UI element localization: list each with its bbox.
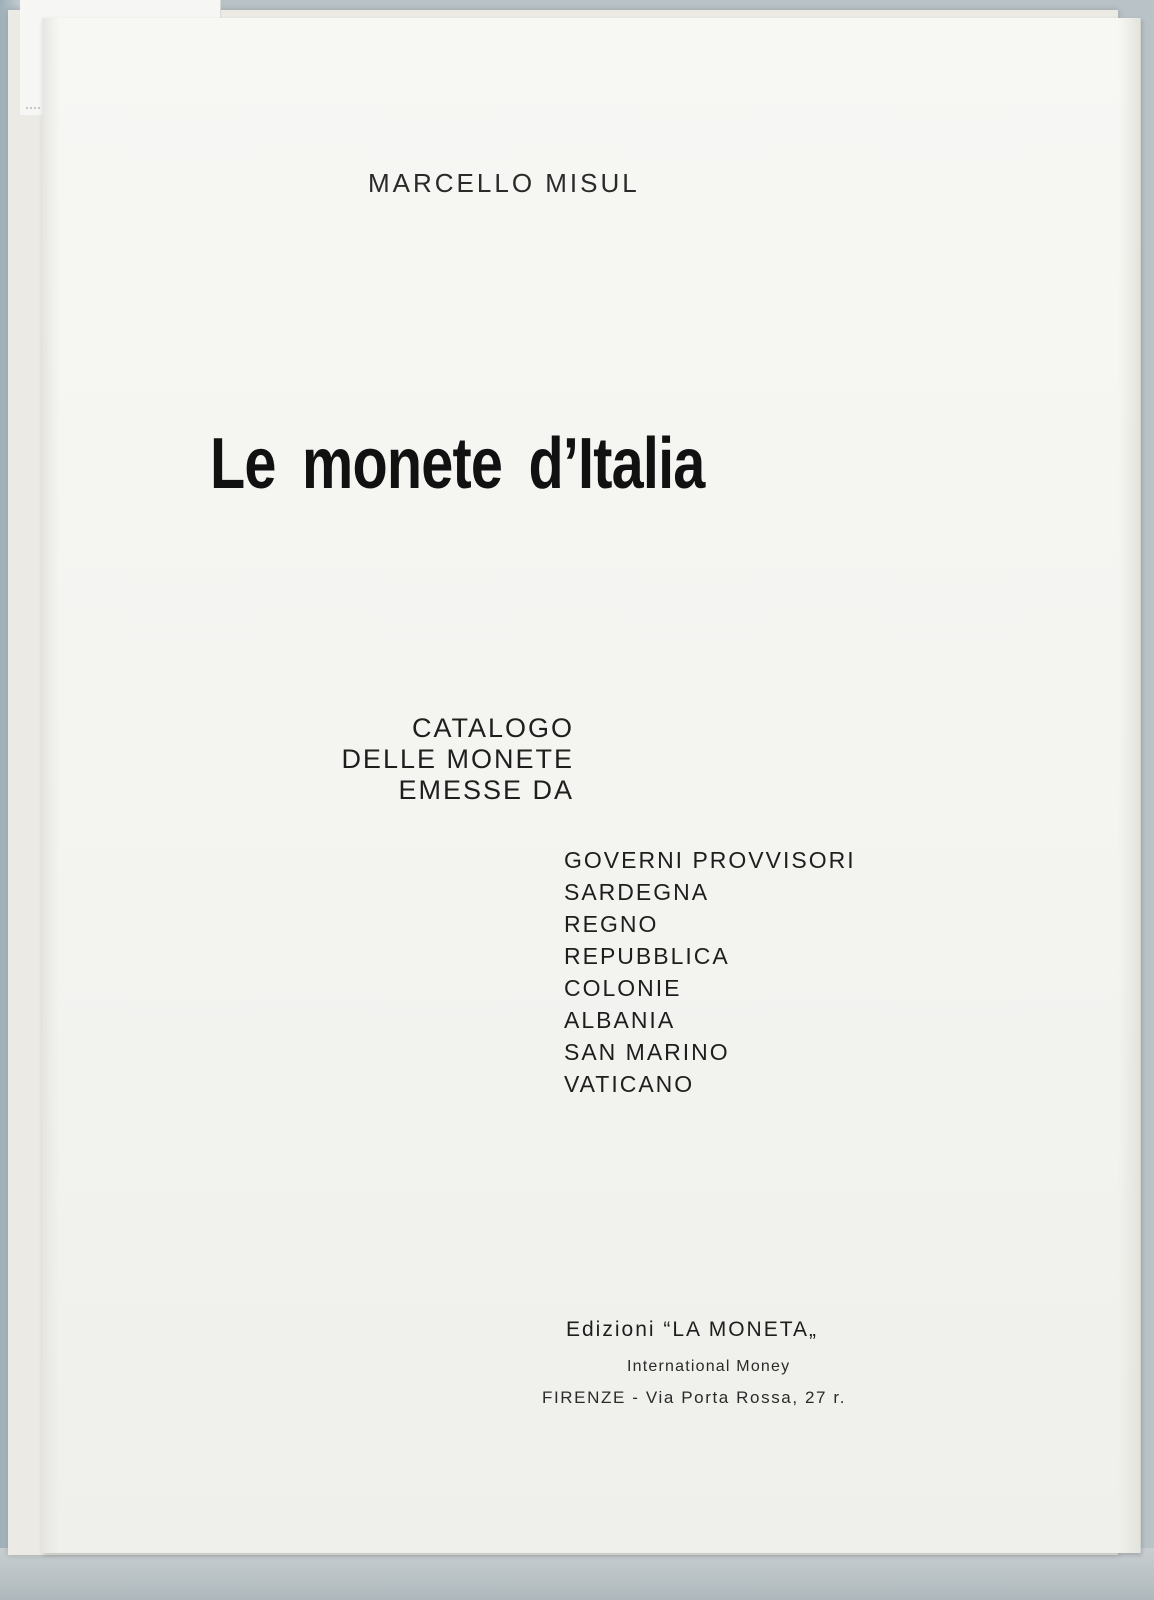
author-name: MARCELLO MISUL (368, 168, 640, 198)
subtitle-block (202, 713, 574, 806)
subtitle-line: CATALOGO (411, 713, 574, 743)
issuer-item: REPUBBLICA (564, 943, 730, 969)
issuer-item: GOVERNI PROVVISORI (564, 847, 856, 873)
publisher-subtitle: International Money (627, 1358, 791, 1375)
issuer-item: SARDEGNA (564, 879, 710, 905)
book-title: Le monete d’Italia (210, 424, 705, 504)
page-edge-shadow (1118, 18, 1140, 1553)
publisher-address: FIRENZE - Via Porta Rossa, 27 r. (542, 1388, 847, 1407)
subtitle-line: DELLE MONETE (341, 744, 574, 774)
publisher-name: Edizioni “LA MONETA„ (566, 1318, 818, 1341)
page-gutter-shadow (42, 18, 60, 1553)
subtitle-line: EMESSE DA (398, 775, 574, 805)
background-bottom-edge (0, 1548, 1154, 1600)
issuer-item: REGNO (564, 911, 659, 937)
issuer-item: SAN MARINO (564, 1039, 730, 1065)
issuer-item: COLONIE (564, 975, 682, 1001)
title-page (42, 18, 1141, 1553)
issuer-item: VATICANO (564, 1071, 695, 1097)
issuer-list (564, 844, 856, 1100)
issuer-item: ALBANIA (564, 1007, 676, 1033)
